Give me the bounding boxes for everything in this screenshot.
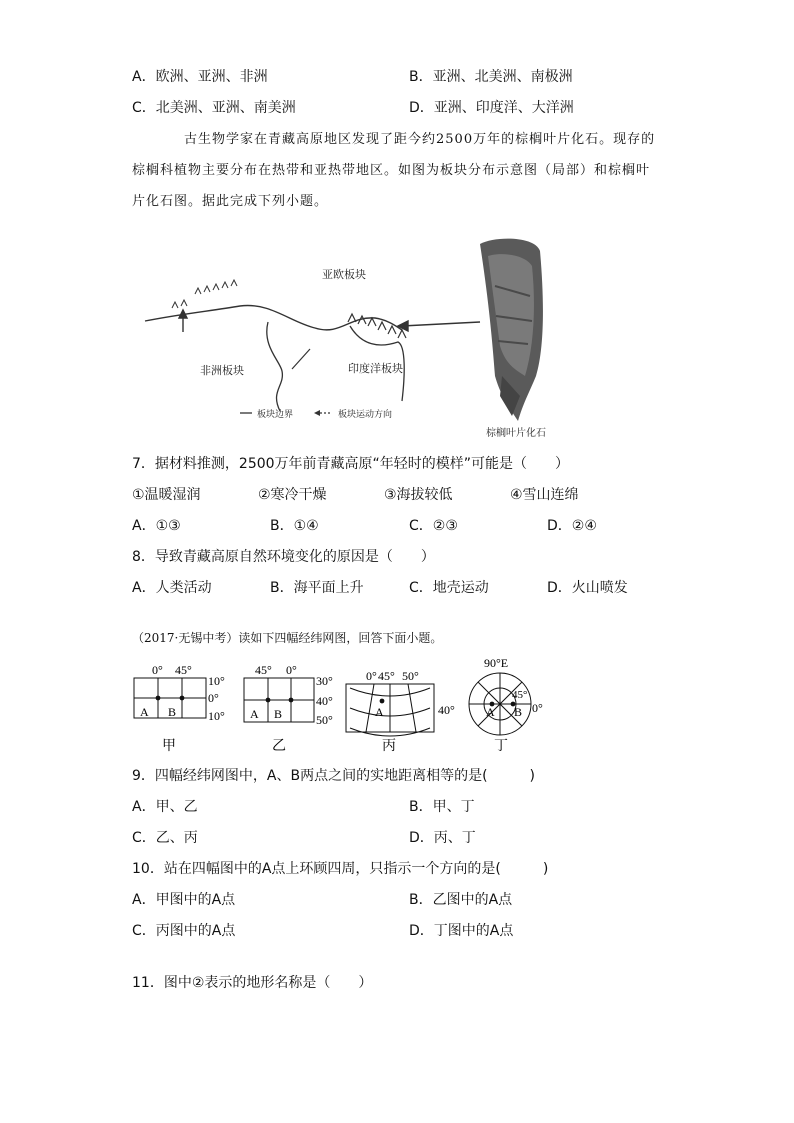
jia-top-2: 45° bbox=[175, 663, 192, 677]
yi-point-b-label: B bbox=[274, 707, 283, 721]
yi-right-1: 30° bbox=[316, 674, 333, 688]
bing-point-a-label: A bbox=[375, 705, 384, 719]
bing-top-1: 0° bbox=[366, 669, 377, 683]
q10-option-b[interactable]: B．乙图中的A点 bbox=[409, 892, 513, 908]
yi-right-3: 50° bbox=[316, 713, 333, 727]
point-b bbox=[180, 696, 185, 701]
legend-motion-label: 板块运动方向 bbox=[338, 409, 393, 419]
label-african-plate: 非洲板块 bbox=[200, 365, 244, 377]
motion-arrow-icon bbox=[179, 310, 480, 332]
q8-option-b[interactable]: B．海平面上升 bbox=[270, 580, 364, 596]
q6-option-c[interactable]: C．北美洲、亚洲、南美洲 bbox=[132, 100, 296, 116]
jia-top-1: 0° bbox=[152, 663, 163, 677]
jia-right-2: 0° bbox=[208, 691, 219, 705]
ding-point-b-label: B bbox=[514, 705, 523, 719]
q11-stem: 11．图中②表示的地形名称是（ ） bbox=[132, 975, 373, 991]
jia-right-1: 10° bbox=[208, 674, 225, 688]
grid-bing bbox=[346, 669, 455, 754]
q8-option-a[interactable]: A．人类活动 bbox=[132, 580, 212, 596]
passage-fossil-text: 古生物学家在青藏高原地区发现了距今约2500万年的棕榈叶片化石。现存的棕榈科植物主要分布在热带和亚热带地区。如图为板块分布示意图（局部）和棕榈叶片化石图。据此完成下列小题。 bbox=[132, 132, 656, 209]
grid-jia bbox=[134, 663, 225, 754]
ding-right-1: 45° bbox=[512, 689, 528, 701]
q10-stem: 10．站在四幅图中的A点上环顾四周，只指示一个方向的是( ) bbox=[132, 861, 549, 877]
q10-option-d[interactable]: D．丁图中的A点 bbox=[409, 923, 514, 939]
q7-item-2: ②寒冷干燥 bbox=[258, 487, 327, 503]
q6-option-b[interactable]: B．亚洲、北美洲、南极洲 bbox=[409, 69, 573, 85]
yi-top-1: 45° bbox=[255, 663, 272, 677]
jia-point-b-label: B bbox=[168, 705, 177, 719]
point-a bbox=[156, 696, 161, 701]
q9-option-b[interactable]: B．甲、丁 bbox=[409, 799, 475, 815]
yi-top-2: 0° bbox=[286, 663, 297, 677]
jia-point-a-label: A bbox=[140, 705, 149, 719]
q10-option-c[interactable]: C．丙图中的A点 bbox=[132, 923, 236, 939]
ding-right-2: 0° bbox=[532, 701, 543, 715]
plate-map-figure bbox=[140, 226, 560, 446]
q8-stem: 8．导致青藏高原自然环境变化的原因是（ ） bbox=[132, 549, 435, 565]
jia-right-3: 10° bbox=[208, 709, 225, 723]
q7-item-3: ③海拔较低 bbox=[384, 487, 453, 503]
q7-option-c[interactable]: C．②③ bbox=[409, 518, 458, 534]
grid-yi bbox=[244, 663, 333, 754]
bing-top-2: 45° bbox=[378, 669, 395, 683]
label-indian-ocean-plate: 印度洋板块 bbox=[348, 363, 403, 375]
bing-right-1: 40° bbox=[438, 703, 455, 717]
boundary-line bbox=[292, 349, 310, 369]
passage-fossil bbox=[132, 124, 660, 217]
boundary-line bbox=[267, 322, 283, 411]
q7-option-d[interactable]: D．②④ bbox=[547, 518, 597, 534]
label-eurasian-plate: 亚欧板块 bbox=[322, 269, 366, 281]
q10-option-a[interactable]: A．甲图中的A点 bbox=[132, 892, 236, 908]
q6-option-d[interactable]: D．亚洲、印度洋、大洋洲 bbox=[409, 100, 574, 116]
q7-option-b[interactable]: B．①④ bbox=[270, 518, 319, 534]
ding-point-a-label: A bbox=[486, 705, 495, 719]
yi-point-a-label: A bbox=[250, 707, 259, 721]
legend-motion-arrow-icon bbox=[314, 410, 320, 416]
q9-option-d[interactable]: D．丙、丁 bbox=[409, 830, 476, 846]
q7-item-4: ④雪山连绵 bbox=[510, 487, 579, 503]
lat-long-grids-figure bbox=[128, 652, 558, 760]
q8-option-d[interactable]: D．火山喷发 bbox=[547, 580, 628, 596]
jia-caption: 甲 bbox=[162, 739, 176, 754]
bing-top-3: 50° bbox=[402, 669, 419, 683]
q9-option-c[interactable]: C．乙、丙 bbox=[132, 830, 198, 846]
mountain-marks-icon bbox=[172, 280, 237, 308]
point-b bbox=[289, 698, 294, 703]
ding-caption: 丁 bbox=[494, 739, 508, 754]
q6-option-a[interactable]: A．欧洲、亚洲、非洲 bbox=[132, 69, 268, 85]
q7-item-1: ①温暖湿润 bbox=[132, 487, 201, 503]
q7-option-a[interactable]: A．①③ bbox=[132, 518, 181, 534]
q8-option-c[interactable]: C．地壳运动 bbox=[409, 580, 489, 596]
yi-right-2: 40° bbox=[316, 694, 333, 708]
q9-stem: 9．四幅经纬网图中，A、B两点之间的实地距离相等的是( ) bbox=[132, 768, 536, 784]
q9-option-a[interactable]: A．甲、乙 bbox=[132, 799, 198, 815]
grid-ding bbox=[469, 656, 543, 754]
yi-caption: 乙 bbox=[272, 739, 286, 754]
q7-stem: 7．据材料推测，2500万年前青藏高原“年轻时的模样”可能是（ ） bbox=[132, 456, 570, 472]
palm-leaf-fossil-image bbox=[480, 239, 543, 421]
bing-caption: 丙 bbox=[382, 739, 396, 754]
ding-top-1: 90°E bbox=[484, 656, 509, 670]
point-a bbox=[380, 699, 385, 704]
legend-boundary-label: 板块边界 bbox=[257, 409, 294, 419]
passage-grids: （2017·无锡中考）读如下四幅经纬网图，回答下面小题。 bbox=[132, 631, 443, 645]
point-a bbox=[266, 698, 271, 703]
fossil-caption: 棕榈叶片化石 bbox=[486, 428, 546, 439]
